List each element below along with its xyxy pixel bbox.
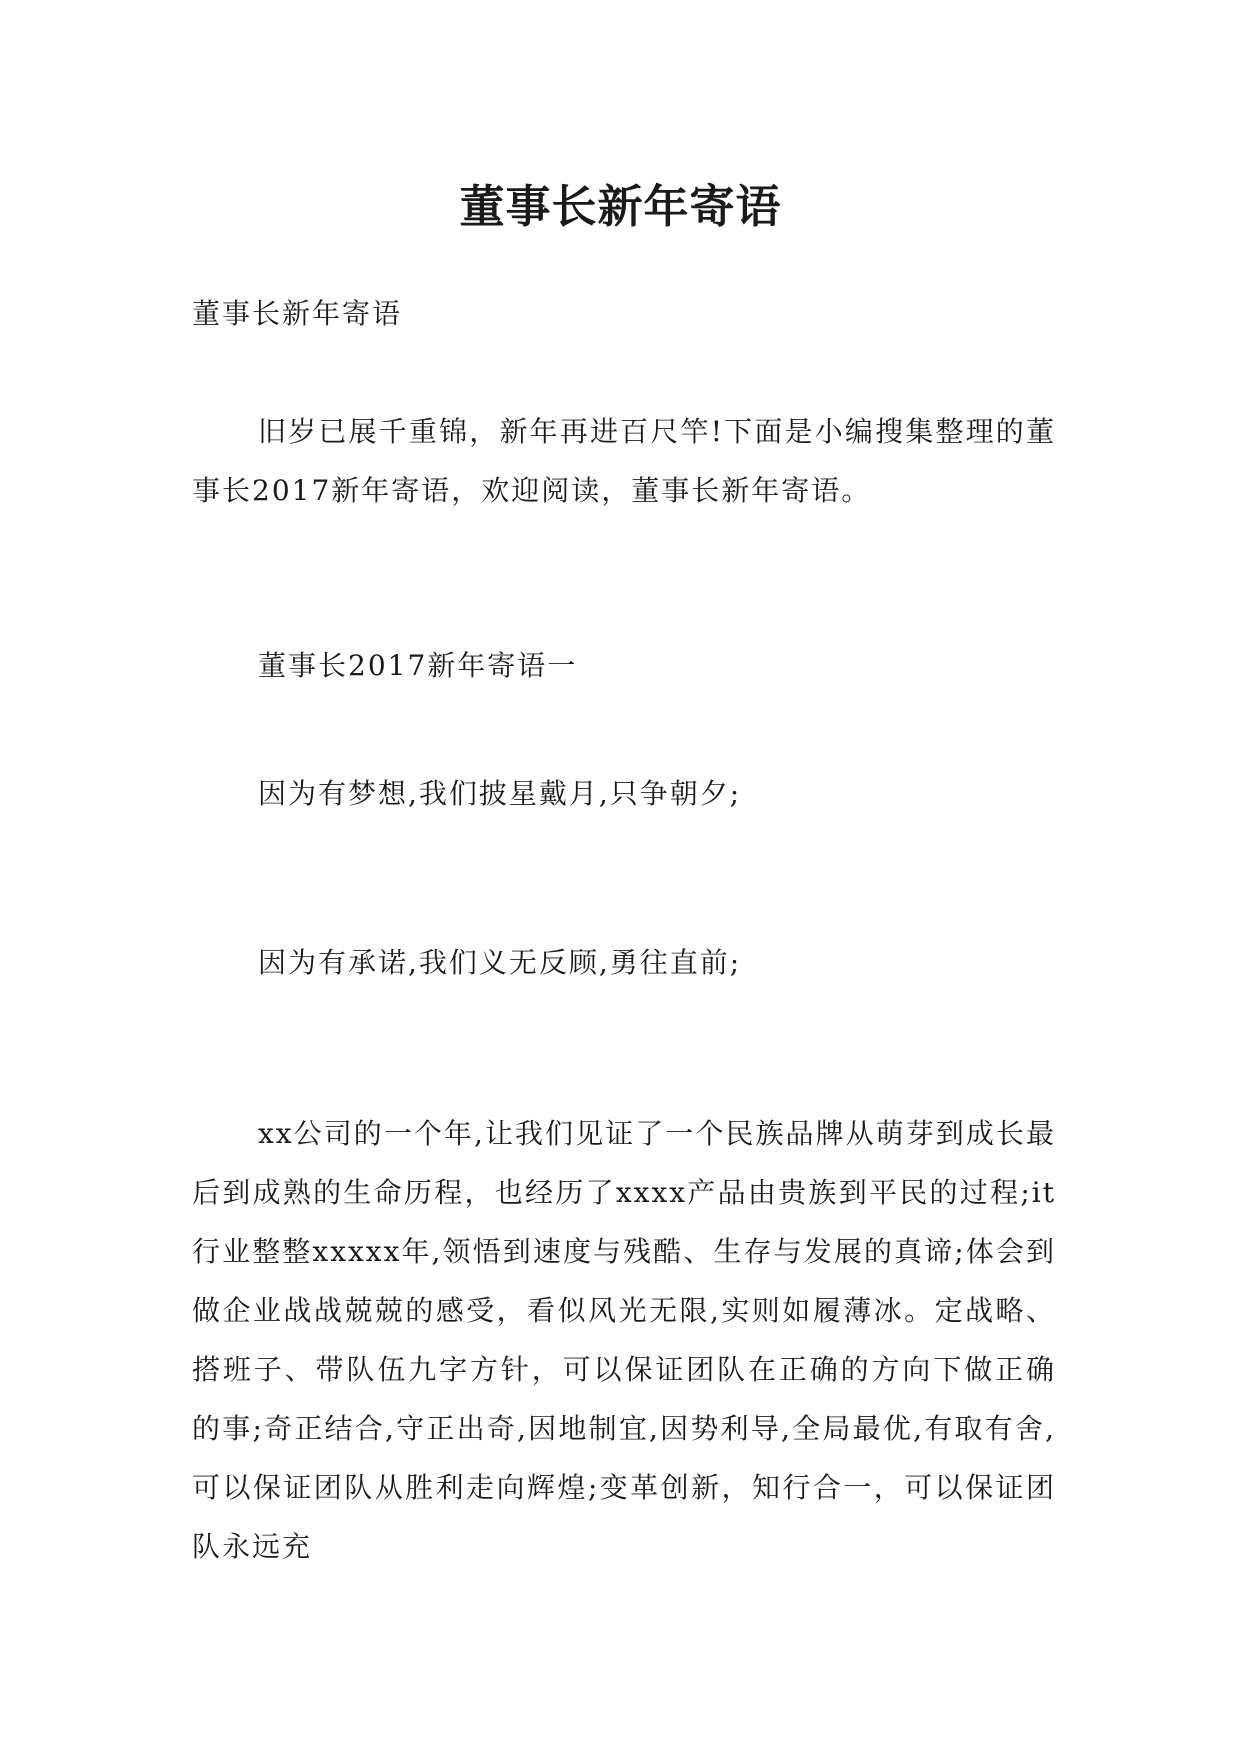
document-subtitle: 董事长新年寄语 [192, 297, 403, 330]
wish-line: 因为有梦想,我们披星戴月,只争朝夕; [258, 777, 742, 810]
body-paragraph: xx公司的一个年,让我们见证了一个民族品牌从萌芽到成长最后到成熟的生命历程，也经历了xxxx产品由贵族到平民的过程;it行业整整xxxxx年,领悟到速度与残酷、生存与发展的真谛;体会到做企业战战兢兢的感受，看似风光无限,实则如履薄冰。定战略、搭班子、带队伍九字方针，可以保证团队在正确的方向下做正确的事;奇正结合,守正出奇,因地制宜,因势利导,全局最优,有取有舍,可以保证团队从胜利走向辉煌;变革创新，知行合一，可以保证团队永远充 [192, 1117, 1056, 1563]
intro-paragraph: 旧岁已展千重锦，新年再进百尺竿!下面是小编搜集整理的董事长2017新年寄语，欢迎阅读，董事长新年寄语。 [192, 415, 1056, 507]
wish-line: 因为有承诺,我们义无反顾,勇往直前; [258, 946, 742, 979]
document-title: 董事长新年寄语 [459, 180, 782, 234]
section-heading: 董事长2017新年寄语一 [258, 649, 578, 682]
